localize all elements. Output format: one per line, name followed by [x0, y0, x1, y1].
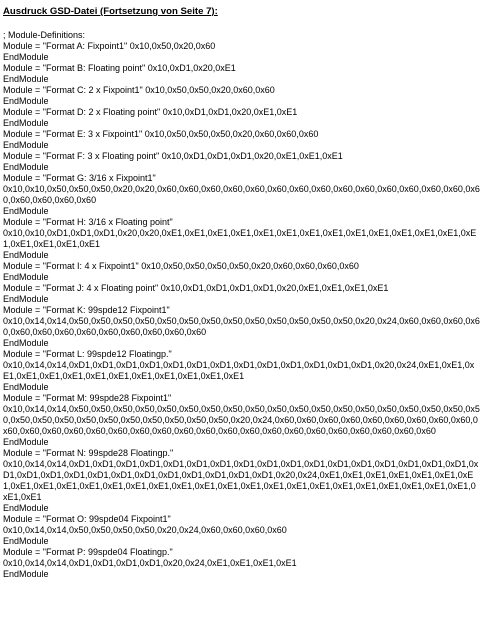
module-definition-line: Module = "Format O: 99spde04 Fixpoint1" — [3, 514, 171, 524]
end-module-line: EndModule — [3, 503, 49, 513]
gsd-module-listing — [3, 30, 480, 580]
document-title: Ausdruck GSD-Datei (Fortsetzung von Seite 7): — [3, 6, 218, 17]
end-module-line: EndModule — [3, 250, 49, 260]
comment-line: ; Module-Definitions: — [3, 30, 86, 40]
module-data-line: 0x10,0x10,0xD1,0xD1,0xD1,0x20,0x20,0xE1,0xE1,0xE1,0xE1,0xE1,0xE1,0xE1,0xE1,0xE1,0xE1,0xE1,0xE1,0xE1,0xE1,0xE1,0xE1,0xE1,0xE1 — [3, 228, 477, 249]
end-module-line: EndModule — [3, 272, 49, 282]
module-data-line: 0x10,0x14,0x14,0xD1,0xD1,0xD1,0xD1,0x20,0x24,0xE1,0xE1,0xE1,0xE1 — [3, 558, 297, 568]
module-data-line: 0x10,0x14,0x14,0xD1,0xD1,0xD1,0xD1,0xD1,0xD1,0xD1,0xD1,0xD1,0xD1,0xD1,0xD1,0xD1,0xD1,0xD1,0xD1,0xD1,0xD1,0xD1,0xD1,0xD1,0xD1,0xD1,0xD1,0xD1,0xD1,0xD1,0xD1,0xD1,0x20,0x24,0xE1,0xE1,0xE1,0xE1,0xE1,0xE1,0xE1,0xE1,0xE1,0xE1,0xE1,0xE1,0xE1,0xE1,0xE1,0xE1,0xE1,0xE1,0xE1,0xE1,0xE1,0xE1,0xE1,0xE1,0xE1,0xE1,0xE1,0xE1,0xE1 — [3, 459, 479, 502]
end-module-line: EndModule — [3, 437, 49, 447]
module-definition-line: Module = "Format I: 4 x Fixpoint1" 0x10,0x50,0x50,0x50,0x50,0x20,0x60,0x60,0x60,0x60 — [3, 261, 359, 271]
end-module-line: EndModule — [3, 294, 49, 304]
module-definition-line: Module = "Format M: 99spde28 Fixpoint1" — [3, 393, 172, 403]
end-module-line: EndModule — [3, 338, 49, 348]
module-definition-line: Module = "Format G: 3/16 x Fixpoint1" — [3, 173, 156, 183]
end-module-line: EndModule — [3, 140, 49, 150]
end-module-line: EndModule — [3, 118, 49, 128]
module-data-line: 0x10,0x14,0x14,0xD1,0xD1,0xD1,0xD1,0xD1,0xD1,0xD1,0xD1,0xD1,0xD1,0xD1,0xD1,0xD1,0x20,0x24,0xE1,0xE1,0xE1,0xE1,0xE1,0xE1,0xE1,0xE1,0xE1,0xE1,0xE1,0xE1,0xE1 — [3, 360, 475, 381]
module-definition-line: Module = "Format F: 3 x Floating point" 0x10,0xD1,0xD1,0xD1,0x20,0xE1,0xE1,0xE1 — [3, 151, 343, 161]
module-definition-line: Module = "Format N: 99spde28 Floatingp." — [3, 448, 174, 458]
module-data-line: 0x10,0x10,0x50,0x50,0x50,0x20,0x20,0x60,0x60,0x60,0x60,0x60,0x60,0x60,0x60,0x60,0x60,0x60,0x60,0x60,0x60,0x60,0x60,0x60,0x60,0x60 — [3, 184, 480, 205]
spacer — [3, 18, 480, 30]
end-module-line: EndModule — [3, 52, 49, 62]
end-module-line: EndModule — [3, 96, 49, 106]
end-module-line: EndModule — [3, 536, 49, 546]
module-data-line: 0x10,0x14,0x14,0x50,0x50,0x50,0x50,0x50,0x50,0x50,0x50,0x50,0x50,0x50,0x50,0x50,0x20,0x24,0x60,0x60,0x60,0x60,0x60,0x60,0x60,0x60,0x60,0x60,0x60,0x60,0x60 — [3, 316, 480, 337]
module-definition-line: Module = "Format E: 3 x Fixpoint1" 0x10,0x50,0x50,0x50,0x20,0x60,0x60,0x60 — [3, 129, 319, 139]
module-definition-line: Module = "Format B: Floating point" 0x10,0xD1,0x20,0xE1 — [3, 63, 236, 73]
module-definition-line: Module = "Format D: 2 x Floating point" 0x10,0xD1,0xD1,0x20,0xE1,0xE1 — [3, 107, 298, 117]
module-definition-line: Module = "Format L: 99spde12 Floatingp." — [3, 349, 172, 359]
end-module-line: EndModule — [3, 206, 49, 216]
module-definition-line: Module = "Format A: Fixpoint1" 0x10,0x50,0x20,0x60 — [3, 41, 216, 51]
end-module-line: EndModule — [3, 382, 49, 392]
end-module-line: EndModule — [3, 162, 49, 172]
module-definition-line: Module = "Format P: 99spde04 Floatingp." — [3, 547, 173, 557]
module-definition-line: Module = "Format H: 3/16 x Floating point" — [3, 217, 173, 227]
module-definition-line: Module = "Format C: 2 x Fixpoint1" 0x10,0x50,0x50,0x20,0x60,0x60 — [3, 85, 275, 95]
module-data-line: 0x10,0x14,0x14,0x50,0x50,0x50,0x50,0x20,0x24,0x60,0x60,0x60,0x60 — [3, 525, 287, 535]
module-definition-line: Module = "Format J: 4 x Floating point" 0x10,0xD1,0xD1,0xD1,0xD1,0x20,0xE1,0xE1,0xE1,0xE1 — [3, 283, 389, 293]
end-module-line: EndModule — [3, 569, 49, 579]
module-definition-line: Module = "Format K: 99spde12 Fixpoint1" — [3, 305, 170, 315]
module-data-line: 0x10,0x14,0x14,0x50,0x50,0x50,0x50,0x50,0x50,0x50,0x50,0x50,0x50,0x50,0x50,0x50,0x50,0x50,0x50,0x50,0x50,0x50,0x50,0x50,0x50,0x50,0x50,0x50,0x50,0x50,0x50,0x50,0x20,0x24,0x60,0x60,0x60,0x60,0x60,0x60,0x60,0x60,0x60,0x60,0x60,0x60,0x60,0x60,0x60,0x60,0x60,0x60,0x60,0x60,0x60,0x60,0x60,0x60,0x60,0x60,0x60,0x60,0x60 — [3, 404, 480, 436]
end-module-line: EndModule — [3, 74, 49, 84]
